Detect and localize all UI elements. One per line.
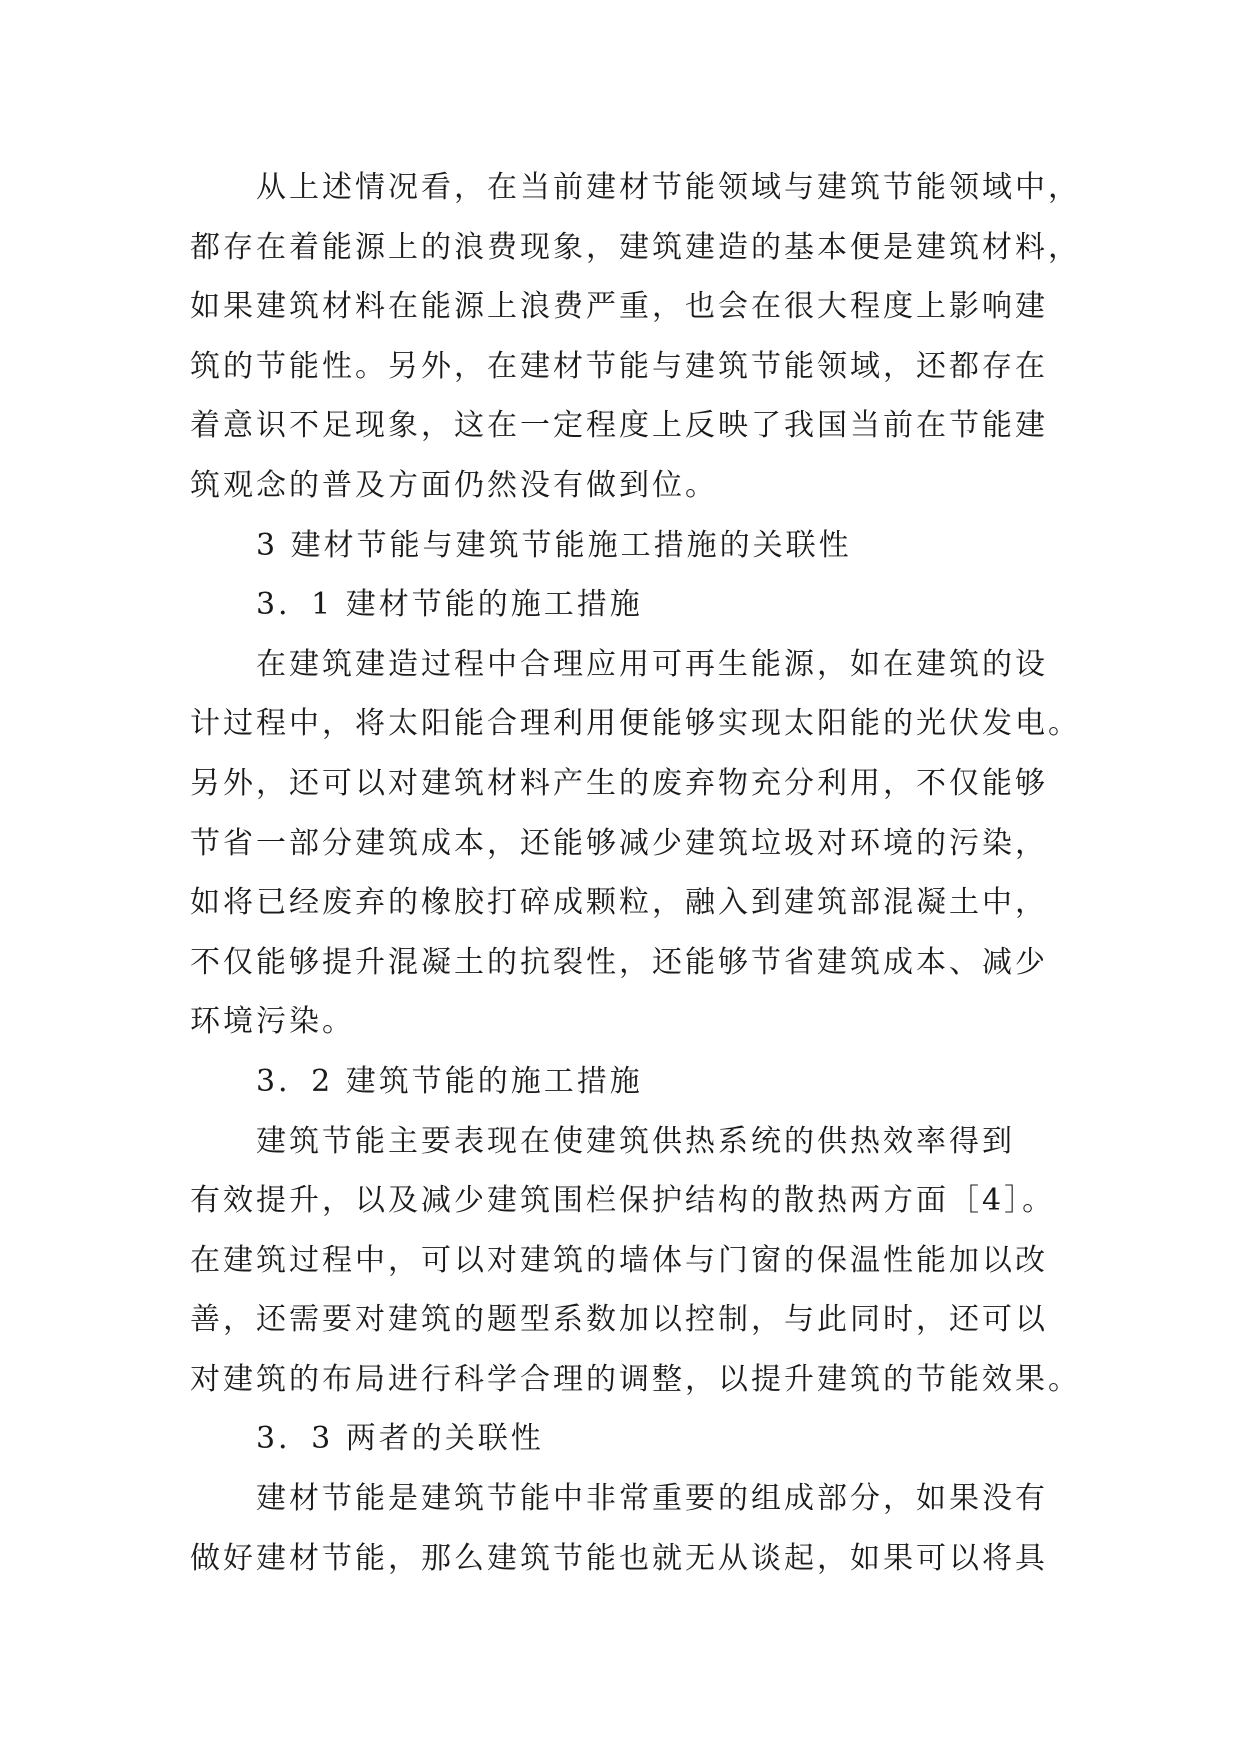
text-line: 做好建材节能，那么建筑节能也就无从谈起，如果可以将具: [190, 1540, 1048, 1576]
body-text: [190, 158, 1090, 1588]
text-line: 筑的节能性。另外，在建材节能与建筑节能领域，还都存在: [190, 348, 1048, 384]
text-line: 另外，还可以对建筑材料产生的废弃物充分利用，不仅能够: [190, 765, 1048, 801]
text-line: 建材节能是建筑节能中非常重要的组成部分，如果没有: [256, 1481, 1048, 1517]
text-line: 在建筑过程中，可以对建筑的墙体与门窗的保温性能加以改: [190, 1242, 1048, 1278]
text-line: 有效提升，以及减少建筑围栏保护结构的散热两方面［4］。: [190, 1183, 1056, 1219]
text-line: 在建筑建造过程中合理应用可再生能源，如在建筑的设: [256, 646, 1048, 682]
text-line: 着意识不足现象，这在一定程度上反映了我国当前在节能建: [190, 408, 1048, 444]
text-line: 不仅能够提升混凝土的抗裂性，还能够节省建筑成本、减少: [190, 944, 1048, 980]
subsection-heading: 3．3 两者的关联性: [256, 1421, 544, 1457]
text-line: 筑观念的普及方面仍然没有做到位。: [190, 467, 718, 503]
subsection-heading: 3．1 建材节能的施工措施: [256, 587, 643, 623]
text-line: 建筑节能主要表现在使建筑供热系统的供热效率得到: [256, 1123, 1015, 1159]
text-line: 都存在着能源上的浪费现象，建筑建造的基本便是建筑材料，: [190, 229, 1081, 265]
subsection-heading: 3．2 建筑节能的施工措施: [256, 1063, 643, 1099]
text-line: 对建筑的布局进行科学合理的调整，以提升建筑的节能效果。: [190, 1361, 1081, 1397]
section-heading: 3 建材节能与建筑节能施工措施的关联性: [256, 527, 852, 563]
text-line: 节省一部分建筑成本，还能够减少建筑垃圾对环境的污染，: [190, 825, 1048, 861]
text-line: 计过程中，将太阳能合理利用便能够实现太阳能的光伏发电。: [190, 706, 1081, 742]
text-line: 善，还需要对建筑的题型系数加以控制，与此同时，还可以: [190, 1302, 1048, 1338]
text-line: 如果建筑材料在能源上浪费严重，也会在很大程度上影响建: [190, 289, 1048, 325]
text-line: 从上述情况看，在当前建材节能领域与建筑节能领域中，: [256, 170, 1081, 205]
text-line: 如将已经废弃的橡胶打碎成颗粒，融入到建筑部混凝土中，: [190, 885, 1048, 921]
text-line: 环境污染。: [190, 1004, 355, 1040]
